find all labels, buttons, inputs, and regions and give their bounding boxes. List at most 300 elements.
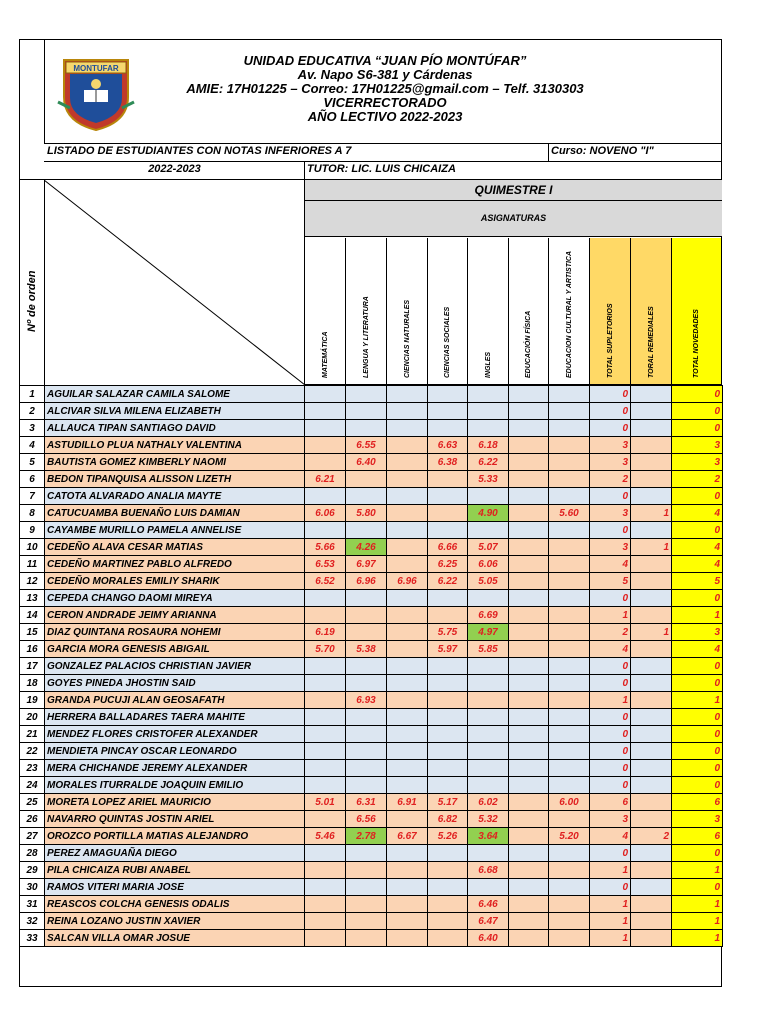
table-row	[20, 692, 723, 709]
school-year: AÑO LECTIVO 2022-2023	[307, 109, 463, 124]
grade-cell	[305, 862, 346, 879]
table-row	[20, 420, 723, 437]
grade-cell	[346, 675, 387, 692]
remediales-count	[631, 556, 672, 573]
grade-cell	[468, 726, 509, 743]
grade-cell	[305, 403, 346, 420]
student-name: MORETA LOPEZ ARIEL MAURICIO	[45, 794, 305, 811]
grade-cell: 5.01	[305, 794, 346, 811]
grade-cell	[428, 471, 468, 488]
remediales-count	[631, 913, 672, 930]
row-number: 2	[20, 403, 45, 420]
table-row	[20, 590, 723, 607]
tutor-label: TUTOR: LIC. LUIS CHICAIZA	[307, 163, 456, 175]
supletorios-count: 0	[590, 403, 631, 420]
grade-cell	[346, 879, 387, 896]
grade-cell	[509, 454, 549, 471]
course-label: Curso: NOVENO "I"	[551, 145, 654, 157]
row-number: 13	[20, 590, 45, 607]
grade-cell	[549, 522, 590, 539]
column-header-label: TOTAL NOVEDADES	[693, 309, 700, 378]
grade-cell	[549, 403, 590, 420]
remediales-count	[631, 641, 672, 658]
grade-cell	[387, 522, 428, 539]
grade-cell	[428, 930, 468, 947]
remediales-count	[631, 386, 672, 403]
grade-cell	[387, 811, 428, 828]
column-header	[549, 238, 590, 385]
table-row	[20, 573, 723, 590]
novedades-total: 4	[672, 641, 723, 658]
grade-cell	[549, 879, 590, 896]
grade-cell	[305, 607, 346, 624]
grade-cell: 4.26	[346, 539, 387, 556]
novedades-total: 0	[672, 709, 723, 726]
grade-cell	[509, 828, 549, 845]
student-name: AGUILAR SALAZAR CAMILA SALOME	[45, 386, 305, 403]
grade-cell	[346, 930, 387, 947]
column-header	[428, 238, 468, 385]
grade-cell: 6.06	[305, 505, 346, 522]
table-row	[20, 743, 723, 760]
grade-cell	[346, 896, 387, 913]
grade-cell	[549, 760, 590, 777]
remediales-count	[631, 403, 672, 420]
grade-cell	[468, 522, 509, 539]
row-number: 7	[20, 488, 45, 505]
supletorios-count: 0	[590, 879, 631, 896]
grade-cell	[468, 760, 509, 777]
grade-cell	[549, 692, 590, 709]
table-row	[20, 879, 723, 896]
student-name: CEDEÑO ALAVA CESAR MATIAS	[45, 539, 305, 556]
grade-cell	[509, 556, 549, 573]
supletorios-count: 3	[590, 437, 631, 454]
grade-cell: 6.56	[346, 811, 387, 828]
supletorios-count: 1	[590, 930, 631, 947]
student-name: MENDIETA PINCAY OSCAR LEONARDO	[45, 743, 305, 760]
remediales-count	[631, 488, 672, 505]
student-name: REINA LOZANO JUSTIN XAVIER	[45, 913, 305, 930]
column-header	[590, 238, 631, 385]
novedades-total: 0	[672, 777, 723, 794]
grade-cell: 6.22	[428, 573, 468, 590]
table-row	[20, 658, 723, 675]
table-row	[20, 777, 723, 794]
row-number: 24	[20, 777, 45, 794]
column-header-label: MATEMÁTICA	[321, 331, 329, 378]
student-name: CEDEÑO MORALES EMILIY SHARIK	[45, 573, 305, 590]
remediales-count	[631, 607, 672, 624]
table-row	[20, 488, 723, 505]
left-divider	[44, 39, 45, 144]
grade-cell	[509, 420, 549, 437]
grade-cell: 5.75	[428, 624, 468, 641]
row-number: 32	[20, 913, 45, 930]
table-row	[20, 709, 723, 726]
quimestre-label: QUIMESTRE I	[305, 180, 722, 201]
grade-cell	[305, 488, 346, 505]
remediales-count	[631, 658, 672, 675]
grade-cell	[428, 760, 468, 777]
grade-cell: 5.07	[468, 539, 509, 556]
remediales-count	[631, 879, 672, 896]
grade-cell	[549, 437, 590, 454]
grade-cell	[549, 420, 590, 437]
table-row	[20, 811, 723, 828]
grade-cell	[549, 454, 590, 471]
grade-cell	[549, 624, 590, 641]
grade-cell	[428, 896, 468, 913]
grade-cell	[387, 777, 428, 794]
novedades-total: 0	[672, 675, 723, 692]
grade-cell	[387, 879, 428, 896]
row-number: 15	[20, 624, 45, 641]
row-number: 9	[20, 522, 45, 539]
student-name: GARCIA MORA GENESIS ABIGAIL	[45, 641, 305, 658]
grade-cell	[549, 743, 590, 760]
grade-cell	[549, 675, 590, 692]
student-name: BEDON TIPANQUISA ALISSON LIZETH	[45, 471, 305, 488]
student-name: ALCIVAR SILVA MILENA ELIZABETH	[45, 403, 305, 420]
grade-cell	[509, 641, 549, 658]
grade-cell	[549, 913, 590, 930]
grade-cell	[509, 760, 549, 777]
row-number: 31	[20, 896, 45, 913]
grade-cell	[387, 437, 428, 454]
grade-cell	[387, 471, 428, 488]
novedades-total: 0	[672, 590, 723, 607]
column-header-label: CIENCIAS SOCIALES	[444, 306, 451, 378]
novedades-total: 0	[672, 879, 723, 896]
grade-cell: 5.20	[549, 828, 590, 845]
grade-cell: 4.90	[468, 505, 509, 522]
grade-cell	[387, 386, 428, 403]
supletorios-count: 0	[590, 726, 631, 743]
row-number: 8	[20, 505, 45, 522]
grade-cell	[387, 488, 428, 505]
table-row	[20, 862, 723, 879]
grade-cell	[305, 454, 346, 471]
table-row	[20, 726, 723, 743]
grade-cell	[387, 420, 428, 437]
row-number: 28	[20, 845, 45, 862]
grade-cell	[428, 658, 468, 675]
supletorios-count: 0	[590, 386, 631, 403]
grade-cell	[509, 539, 549, 556]
logo-text: MONTUFAR	[73, 64, 119, 73]
novedades-total: 0	[672, 420, 723, 437]
grade-cell	[428, 845, 468, 862]
grade-cell	[509, 386, 549, 403]
grade-cell: 6.40	[346, 454, 387, 471]
remediales-count	[631, 692, 672, 709]
grade-cell	[305, 386, 346, 403]
row-number: 25	[20, 794, 45, 811]
grade-cell: 6.18	[468, 437, 509, 454]
grade-cell: 5.05	[468, 573, 509, 590]
grade-cell: 5.38	[346, 641, 387, 658]
grade-cell	[549, 811, 590, 828]
grade-cell	[387, 845, 428, 862]
grade-cell	[346, 760, 387, 777]
grade-cell	[387, 675, 428, 692]
supletorios-count: 0	[590, 709, 631, 726]
remediales-count	[631, 743, 672, 760]
grade-cell	[346, 845, 387, 862]
remediales-count	[631, 471, 672, 488]
table-row	[20, 913, 723, 930]
school-contact: AMIE: 17H01225 – Correo: 17H01225@gmail.com – Telf. 3130303	[186, 81, 584, 96]
grade-cell	[509, 607, 549, 624]
grade-cell	[549, 607, 590, 624]
grade-cell	[509, 675, 549, 692]
supletorios-count: 3	[590, 454, 631, 471]
grade-cell: 5.32	[468, 811, 509, 828]
student-name: PEREZ AMAGUAÑA DIEGO	[45, 845, 305, 862]
grade-cell	[305, 590, 346, 607]
grade-cell	[509, 862, 549, 879]
grade-cell: 6.69	[468, 607, 509, 624]
novedades-total: 0	[672, 743, 723, 760]
grade-cell	[305, 743, 346, 760]
grade-cell	[428, 522, 468, 539]
novedades-total: 1	[672, 930, 723, 947]
grade-cell: 6.19	[305, 624, 346, 641]
grade-cell	[387, 658, 428, 675]
grade-cell	[387, 913, 428, 930]
grade-cell	[468, 403, 509, 420]
grade-cell	[428, 505, 468, 522]
grade-cell	[468, 386, 509, 403]
grade-cell	[387, 539, 428, 556]
supletorios-count: 4	[590, 641, 631, 658]
grade-cell	[509, 658, 549, 675]
grade-cell: 4.97	[468, 624, 509, 641]
grade-cell: 6.63	[428, 437, 468, 454]
novedades-total: 1	[672, 896, 723, 913]
student-name: REASCOS COLCHA GENESIS ODALIS	[45, 896, 305, 913]
novedades-total: 4	[672, 556, 723, 573]
remediales-count	[631, 930, 672, 947]
grade-cell	[468, 590, 509, 607]
grade-cell	[305, 777, 346, 794]
row-number: 12	[20, 573, 45, 590]
grade-cell	[509, 488, 549, 505]
student-name: MORALES ITURRALDE JOAQUIN EMILIO	[45, 777, 305, 794]
grade-cell	[468, 692, 509, 709]
column-header-label: TOTAL SUPLETORIOS	[606, 303, 614, 378]
grade-cell: 5.17	[428, 794, 468, 811]
grade-cell	[468, 743, 509, 760]
grade-cell	[387, 403, 428, 420]
table-row	[20, 794, 723, 811]
supletorios-count: 1	[590, 607, 631, 624]
supletorios-count: 3	[590, 811, 631, 828]
table-row	[20, 437, 723, 454]
grade-cell: 6.96	[387, 573, 428, 590]
column-header-label: EDUCACION CULTURAL Y ARTISTICA	[565, 250, 573, 378]
supletorios-count: 0	[590, 845, 631, 862]
rule	[44, 143, 722, 144]
period-label: 2022-2023	[148, 163, 201, 175]
grade-cell	[428, 675, 468, 692]
novedades-total: 3	[672, 624, 723, 641]
column-header	[672, 238, 722, 385]
student-name: GONZALEZ PALACIOS CHRISTIAN JAVIER	[45, 658, 305, 675]
grade-cell: 6.55	[346, 437, 387, 454]
student-name: CEPEDA CHANGO DAOMI MIREYA	[45, 590, 305, 607]
grade-cell	[346, 522, 387, 539]
column-header-label: TORAL REMEDIALES	[647, 306, 655, 378]
novedades-total: 1	[672, 607, 723, 624]
grade-cell	[305, 658, 346, 675]
row-number: 30	[20, 879, 45, 896]
novedades-total: 1	[672, 913, 723, 930]
grade-cell	[387, 862, 428, 879]
grade-cell: 5.66	[305, 539, 346, 556]
student-name: RAMOS VITERI MARIA JOSE	[45, 879, 305, 896]
column-header-label: INGLES	[484, 351, 492, 378]
grade-cell	[549, 862, 590, 879]
grade-cell: 6.31	[346, 794, 387, 811]
rule	[44, 161, 722, 162]
table-row	[20, 607, 723, 624]
grade-cell	[428, 403, 468, 420]
grade-cell	[509, 624, 549, 641]
row-number: 11	[20, 556, 45, 573]
student-name: NAVARRO QUINTAS JOSTIN ARIEL	[45, 811, 305, 828]
supletorios-count: 0	[590, 777, 631, 794]
grade-cell	[509, 913, 549, 930]
remediales-count	[631, 760, 672, 777]
grade-cell	[305, 675, 346, 692]
grade-cell	[346, 471, 387, 488]
table-row	[20, 556, 723, 573]
grade-cell	[509, 522, 549, 539]
grade-cell: 6.46	[468, 896, 509, 913]
grade-cell	[468, 879, 509, 896]
row-number: 18	[20, 675, 45, 692]
row-number: 16	[20, 641, 45, 658]
grade-cell	[346, 420, 387, 437]
novedades-total: 5	[672, 573, 723, 590]
column-header	[631, 238, 672, 385]
supletorios-count: 6	[590, 794, 631, 811]
student-name: HERRERA BALLADARES TAERA MAHITE	[45, 709, 305, 726]
grade-cell	[346, 913, 387, 930]
grade-cell	[428, 420, 468, 437]
grade-cell	[509, 590, 549, 607]
grade-cell	[549, 386, 590, 403]
column-header-label: LENGUA Y LITERATURA	[362, 296, 370, 378]
student-name: CATOTA ALVARADO ANALIA MAYTE	[45, 488, 305, 505]
grade-cell	[346, 607, 387, 624]
row-number: 33	[20, 930, 45, 947]
grade-cell	[468, 488, 509, 505]
supletorios-count: 2	[590, 471, 631, 488]
grade-cell	[509, 743, 549, 760]
supletorios-count: 3	[590, 539, 631, 556]
grade-cell	[346, 624, 387, 641]
grade-cell: 6.96	[346, 573, 387, 590]
grade-cell: 6.52	[305, 573, 346, 590]
student-name: SALCAN VILLA OMAR JOSUE	[45, 930, 305, 947]
grade-cell	[509, 896, 549, 913]
remediales-count	[631, 811, 672, 828]
supletorios-count: 1	[590, 692, 631, 709]
grade-cell	[509, 845, 549, 862]
remediales-count	[631, 675, 672, 692]
remediales-count	[631, 845, 672, 862]
header-diagonal	[44, 180, 305, 385]
grade-cell	[346, 777, 387, 794]
supletorios-count: 0	[590, 590, 631, 607]
table-row	[20, 403, 723, 420]
table-row	[20, 624, 723, 641]
grade-cell: 6.00	[549, 794, 590, 811]
remediales-count	[631, 794, 672, 811]
grade-cell	[509, 709, 549, 726]
column-header	[509, 238, 549, 385]
novedades-total: 0	[672, 386, 723, 403]
grade-cell	[549, 573, 590, 590]
remediales-count	[631, 454, 672, 471]
grade-cell	[549, 488, 590, 505]
grade-cell	[305, 726, 346, 743]
table-row	[20, 505, 723, 522]
row-number: 5	[20, 454, 45, 471]
grade-cell	[468, 658, 509, 675]
table-row	[20, 386, 723, 403]
grade-cell	[387, 556, 428, 573]
grade-cell: 5.33	[468, 471, 509, 488]
grade-cell	[549, 726, 590, 743]
grade-cell	[509, 471, 549, 488]
grade-cell: 5.85	[468, 641, 509, 658]
supletorios-count: 0	[590, 658, 631, 675]
student-name: MERA CHICHANDE JEREMY ALEXANDER	[45, 760, 305, 777]
grade-cell	[387, 454, 428, 471]
grade-cell	[305, 845, 346, 862]
supletorios-count: 1	[590, 862, 631, 879]
row-number: 19	[20, 692, 45, 709]
grade-cell	[387, 505, 428, 522]
remediales-count: 2	[631, 828, 672, 845]
grade-cell	[305, 522, 346, 539]
novedades-total: 0	[672, 488, 723, 505]
grade-cell	[509, 437, 549, 454]
grade-cell: 5.70	[305, 641, 346, 658]
remediales-count	[631, 726, 672, 743]
row-number: 23	[20, 760, 45, 777]
supletorios-count: 1	[590, 913, 631, 930]
grade-cell: 6.93	[346, 692, 387, 709]
grade-cell: 6.06	[468, 556, 509, 573]
grade-cell	[387, 692, 428, 709]
grade-cell	[549, 471, 590, 488]
grade-cell	[305, 709, 346, 726]
novedades-total: 6	[672, 794, 723, 811]
grade-cell	[387, 709, 428, 726]
school-name: UNIDAD EDUCATIVA “JUAN PÍO MONTÚFAR”	[243, 53, 527, 68]
order-label: Nº de orden	[26, 270, 38, 332]
grade-cell	[549, 590, 590, 607]
grade-cell	[305, 437, 346, 454]
student-name: CERON ANDRADE JEIMY ARIANNA	[45, 607, 305, 624]
grade-cell	[549, 658, 590, 675]
grade-cell	[549, 556, 590, 573]
